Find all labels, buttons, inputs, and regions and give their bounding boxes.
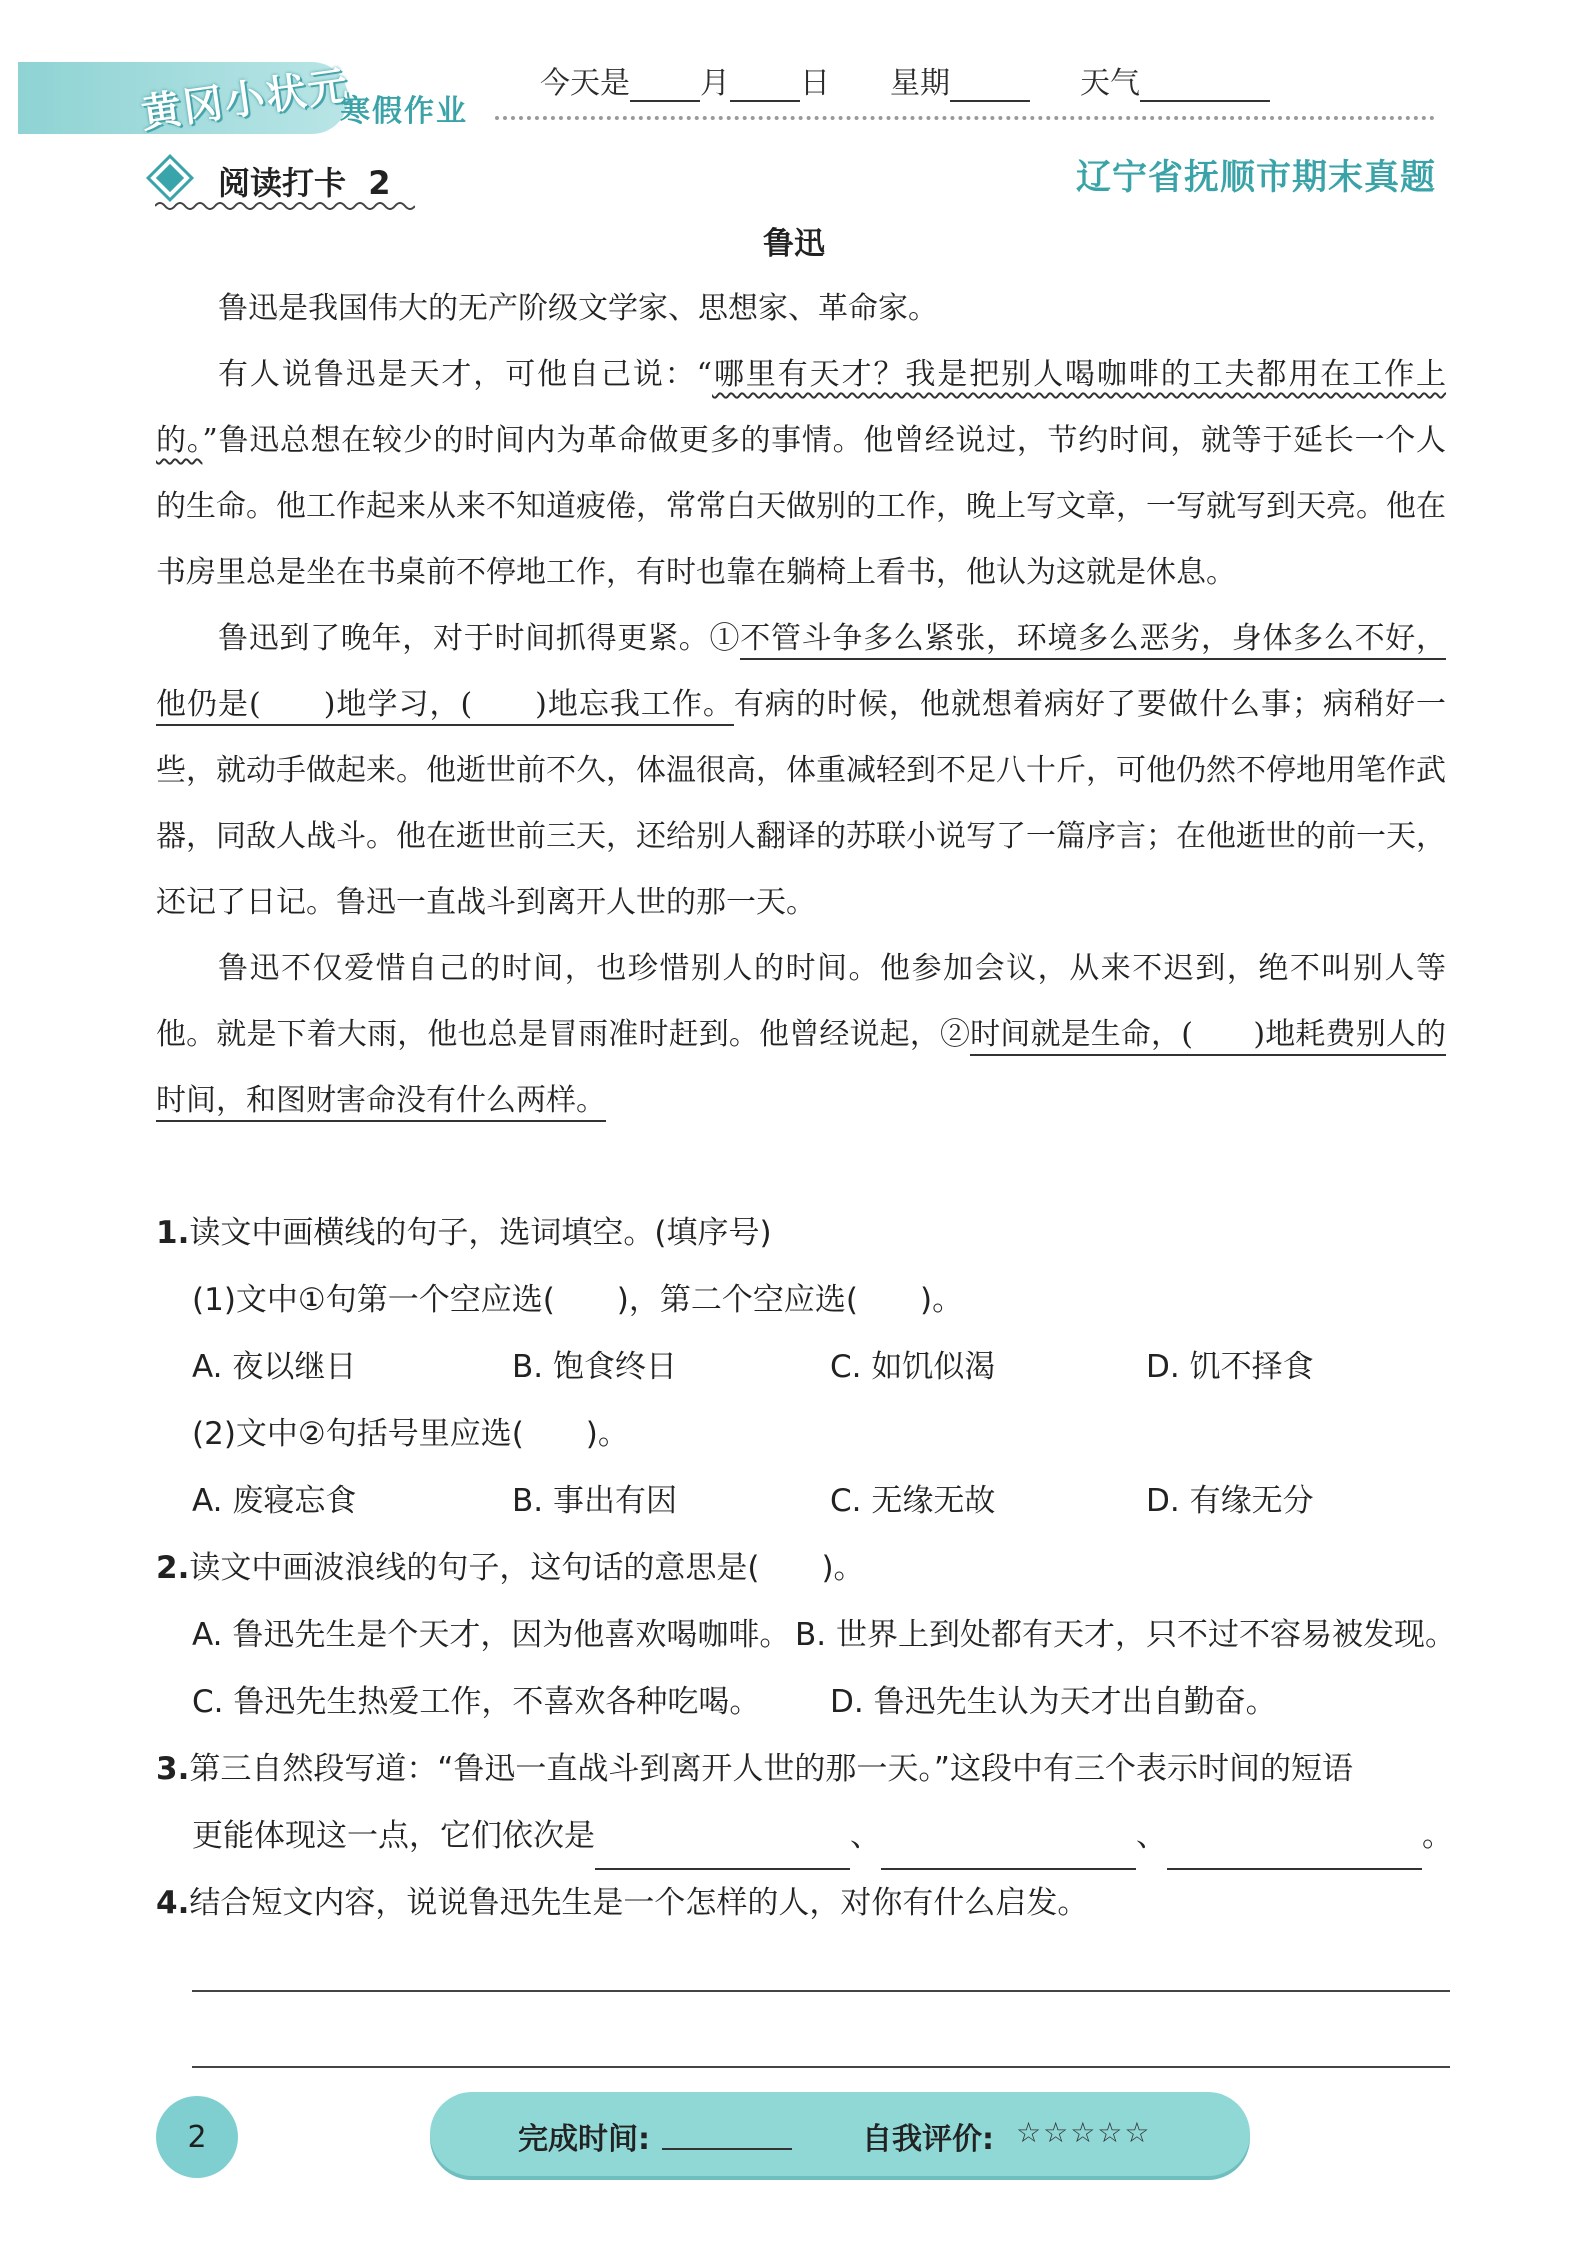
q1-options-2 (156, 1468, 1456, 1535)
day-field[interactable] (730, 70, 800, 102)
article-title: 鲁迅 (763, 226, 825, 262)
q3-answer-line (156, 1803, 1456, 1870)
diamond-icon (156, 164, 184, 192)
weekday-label: 星期 (890, 66, 950, 101)
date-line (540, 58, 1270, 102)
brand-logo: 黄冈小状元 (138, 61, 353, 138)
question-2 (156, 1535, 1456, 1602)
p2-text-b: ”鲁迅总想在较少的时间内为革命做更多的事情。他曾经说过，节约时间，就等于延长一个人的生命。他工作起来从来不知道疲倦，常常白天做别的工作，晚上写文章，一写就写到天亮。他在书房里总是坐在书桌前不停地工作，有时也靠在躺椅上看书，他认为这就是休息。 (156, 423, 1447, 590)
q1-opt-d[interactable]: D. 饥不择食 (1146, 1349, 1314, 1385)
q1-opt2-c[interactable]: C. 无缘无故 (830, 1483, 996, 1519)
q2-text: 读文中画波浪线的句子，这句话的意思是( )。 (189, 1550, 865, 1586)
q4-answer-line-2[interactable] (192, 2066, 1450, 2068)
paragraph-2 (156, 342, 1446, 606)
p3-text-a: 鲁迅到了晚年，对于时间抓得更紧。① (218, 621, 741, 656)
completion-time-label: 完成时间: (518, 2122, 650, 2157)
q3-text: 第三自然段写道：“鲁迅一直战斗到离开人世的那一天。”这段中有三个表示时间的短语 (189, 1751, 1353, 1787)
q3-end: 。 (1422, 1818, 1453, 1854)
title-wavy-underline (155, 200, 415, 212)
month-label: 月 (700, 66, 730, 101)
q3-blank-3[interactable] (1167, 1838, 1422, 1870)
q3-text-b: 更能体现这一点，它们依次是 (192, 1818, 595, 1854)
questions (156, 1200, 1456, 1937)
day-label: 日 (800, 66, 830, 101)
question-4 (156, 1870, 1456, 1937)
q4-answer-line-1[interactable] (192, 1990, 1450, 1992)
weather-label: 天气 (1080, 66, 1140, 101)
q2-number: 2. (156, 1550, 190, 1586)
header-divider (495, 116, 1435, 120)
q1-opt2-b[interactable]: B. 事出有因 (512, 1483, 677, 1519)
q1-text: 读文中画横线的句子，选词填空。(填序号) (189, 1215, 772, 1251)
self-eval-label: 自我评价: (862, 2122, 994, 2157)
question-3 (156, 1736, 1456, 1803)
underlined-sentence-1: 不管斗争多么紧张，环境多么恶劣，身体多么不好，他仍是( )地学习，( )地忘我工作。 (156, 621, 1446, 726)
q1-number: 1. (156, 1215, 190, 1251)
q1-opt-b[interactable]: B. 饱食终日 (512, 1349, 677, 1385)
q1-sub2: (2)文中②句括号里应选( )。 (192, 1416, 629, 1452)
q1-opt-c[interactable]: C. 如饥似渴 (830, 1349, 996, 1385)
q3-blank-2[interactable] (881, 1838, 1136, 1870)
page-number: 2 (156, 2096, 238, 2178)
paragraph-4 (156, 936, 1446, 1134)
article-body (156, 276, 1446, 1134)
q2-opt-c[interactable]: C. 鲁迅先生热爱工作，不喜欢各种吃喝。 (192, 1684, 761, 1720)
q1-opt-a[interactable]: A. 夜以继日 (192, 1349, 357, 1385)
q1-sub1: (1)文中①句第一个空应选( )，第二个空应选( )。 (192, 1282, 964, 1318)
q1-options-1 (156, 1334, 1456, 1401)
exam-source: 辽宁省抚顺市期末真题 (1075, 158, 1436, 198)
q2-opt-b[interactable]: B. 世界上到处都有天才，只不过不容易被发现。 (795, 1617, 1456, 1653)
q2-options-row-2 (156, 1669, 1456, 1736)
section-title: 阅读打卡 2 (218, 164, 391, 202)
q1-opt2-a[interactable]: A. 废寝忘食 (192, 1483, 357, 1519)
q4-text: 结合短文内容，说说鲁迅先生是一个怎样的人，对你有什么启发。 (189, 1885, 1089, 1921)
wavy-underlined-sentence: 哪里有天才？我是把别人喝咖啡的工夫都用在工作上的。 (156, 357, 1447, 458)
weather-field[interactable] (1140, 70, 1270, 102)
q1-opt2-d[interactable]: D. 有缘无分 (1146, 1483, 1314, 1519)
paragraph-3 (156, 606, 1446, 936)
p3-text-b: 有病的时候，他就想着病好了要做什么事；病稍好一些，就动手做起来。他逝世前不久，体温很高，体重减轻到不足八十斤，可他仍然不停地用笔作武器，同敌人战斗。他在逝世前三天，还给别人翻译的苏联小说写了一篇序言；在他逝世的前一天，还记了日记。鲁迅一直战斗到离开人世的那一天。 (156, 687, 1446, 920)
p4-text-a: 鲁迅不仅爱惜自己的时间，也珍惜别人的时间。他参加会议，从来不迟到，绝不叫别人等他。就是下着大雨，他也总是冒雨准时赶到。他曾经说起，② (156, 951, 1446, 1052)
completion-time-field[interactable] (662, 2148, 792, 2150)
q3-sep-2: 、 (1136, 1818, 1167, 1854)
q2-options-row-1 (156, 1602, 1456, 1669)
month-field[interactable] (630, 70, 700, 102)
paragraph-1: 鲁迅是我国伟大的无产阶级文学家、思想家、革命家。 (218, 291, 938, 326)
q4-number: 4. (156, 1885, 190, 1921)
date-prefix: 今天是 (540, 66, 630, 101)
q2-opt-d[interactable]: D. 鲁迅先生认为天才出自勤奋。 (830, 1684, 1277, 1720)
series-subtitle: 寒假作业 (340, 94, 468, 129)
q3-number: 3. (156, 1751, 190, 1787)
q3-blank-1[interactable] (595, 1838, 850, 1870)
q2-opt-a[interactable]: A. 鲁迅先生是个天才，因为他喜欢喝咖啡。 (192, 1617, 791, 1653)
weekday-field[interactable] (950, 70, 1030, 102)
question-1 (156, 1200, 1456, 1267)
p2-text-a: 有人说鲁迅是天才，可他自己说：“ (218, 357, 713, 392)
q3-sep-1: 、 (850, 1818, 881, 1854)
star-rating[interactable]: ☆☆☆☆☆ (1016, 2116, 1152, 2149)
underlined-sentence-2: 时间就是生命，( )地耗费别人的时间，和图财害命没有什么两样。 (156, 1017, 1446, 1122)
